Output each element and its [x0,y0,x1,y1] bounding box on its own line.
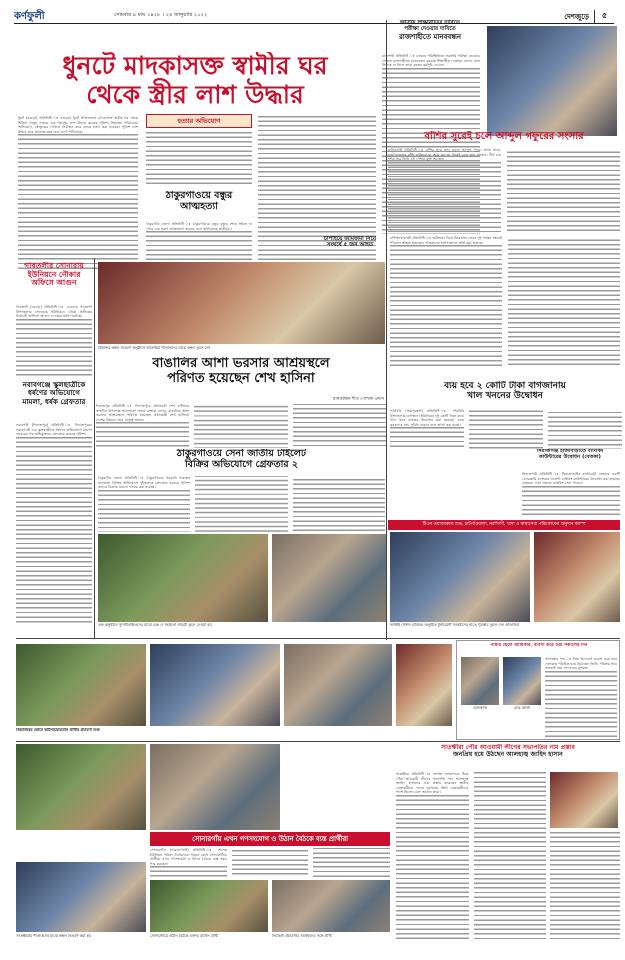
hasina-byline: মানববন্ধন শীত পোশাক প্রদান [332,397,384,402]
cold-wave-headline [146,191,252,219]
hasina-headline [96,357,386,395]
lead-headline-line2: থেকে স্ত্রীর লাশ উদ্ধার [86,79,304,109]
sonargaon-body: সোনারগাঁও (নারায়ণগঞ্জ) প্রতিনিধি ঃ আসন্ন ইউনিয়ন পরিষদ নির্বাচনকে সামনে রেখে সোনারগাঁয়ে প্রার্থীরা এখন গণসংযোগ ও উঠান বৈঠকে ব্যস্ত সময় পার করছেন। [150,848,390,878]
sonargaon-photo-left [16,744,146,830]
ballot-body-col3 [550,832,620,942]
bottom-caption-1: সাতক্ষীরায় শীতার্তদের মাঝে কম্বল বিতরণ করা হয় [16,934,91,938]
monitoring-headline [380,20,480,52]
profile-box-body: সফলতার গল্প ঃ নিজ উদ্যোগে ব্যবসা শুরু করে এলাকায় পরিচিত হয়ে উঠেছেন তিনি। পরিশ্রম আর সততাই তার সাফল্যের মূলমন্ত্র। [545,657,617,737]
masthead-page-number: ৫ [594,10,614,23]
profile-box [456,640,620,740]
tunnel-headline-line1: ঠাকুরগাঁওয়ে সেনা জাতীয় টাইলেট [176,449,307,459]
lead-body-col2 [146,132,252,187]
portrait-1-name: আলহাজ্ব [473,706,487,710]
bottom-photo-1 [16,862,146,932]
masthead-logo: কর্ণফুলী [14,11,45,22]
group-photo-2 [150,644,280,726]
lead-kicker [146,114,252,128]
sonargaon-photo-right [150,744,280,830]
lead-kicker-text: হত্যার অভিযোগ [177,117,221,125]
chapai-body: চাঁপাইনবাবগঞ্জ প্রতিনিধি ঃ জমিজমা নিয়ে বিরোধের জেরে দুই পক্ষের সংঘর্ষে পাঁচজন আহত হয়েছেন। আহতদের হাসপাতালে ভর্তি করা হয়েছে। [390,236,620,366]
canal-headline [390,381,620,407]
row-rule-2 [16,741,620,742]
lead-headline-line1: ধুনটে মাদকাসক্ত স্বামীর ঘর [62,52,328,80]
flute-headline: বাঁশির সুরেই চলে আব্দুল গফুরের সংসার [424,131,584,142]
event-photo-left [98,534,268,622]
dowry-body: নবাবগঞ্জ (দিনাজপুর) প্রতিনিধি ঃ দিনাজপুরের নবাবগঞ্জে এক স্কুলছাত্রীকে ধর্ষণের অভিযোগে মামলা দায়েরের পর অভিযুক্তকে গ্রেফতার করেছে পুলিশ। [16,423,92,623]
canal-headline-line2: খাল খননের উদ্বোধন [467,391,543,402]
lead-body: ধুনট (বগুড়া) প্রতিনিধি ঃ বগুড়ার ধুনট উপজেলায় মাদকাসক্ত স্বামীর ঘর থেকে শিরিনা খাতুন নামের এক গৃহবধূর লাশ উদ্ধার করেছে পুলিশ। নিহতের পরিবারের অভিযোগ, যৌতুকের দাবিতে নির্যাতন করে তাকে হত্যা করা হয়েছে। পুলিশ লাশ উদ্ধার করে ময়নাতদন্তের জন্য মর্গে পাঠিয়েছে। [18,116,138,272]
event-photo-far-right [534,532,620,622]
monitoring-body: রাজশাহী প্রতিনিধি ঃ চলমান পরিস্থিতিতে সরাসরি পরীক্ষা নেওয়ার দাবিতে রাজশাহীতে মানববন্ধন করেছে শিক্ষার্থীরা। বক্তারা বলেন, দ্রুত সিদ্ধান্ত না নিলে তারা বৃহত্তর কর্মসূচি দেবেন। [382,54,480,234]
sonargaon-headline-box [150,832,390,846]
row-rule-1 [16,638,620,639]
hasina-body: দিনাজপুর প্রতিনিধি ঃ দিনাজপুরে প্রধানমন্ত্রী শেখ হাসিনার জন্মদিন উপলক্ষে আলোচনা সভায় বক্তারা বলেন, বাঙালির আশা ভরসার আশ্রয়স্থলে পরিণত হয়েছেন প্রধানমন্ত্রী শেখ হাসিনা। দেশের উন্নয়নে তার নেতৃত্ব অনন্য। [96,404,386,448]
bank-headline [520,449,620,471]
monitoring-headline-line1: জাতীয় শিক্ষানীতির দাবিতে [399,20,461,26]
tunnel-body: ঠাকুরগাঁও জেলা প্রতিনিধি ঃ ঠাকুরগাঁওয়ে সরকারি প্রকল্পের মালামাল বিক্রির অভিযোগে দুইজনকে গ্রেফতার করেছে পুলিশ। তাদের বিরুদ্ধে মামলা দায়ের করা হয়েছে। [98,476,385,532]
cold-wave-headline-line2: আত্মহত্যা [180,200,218,212]
hasina-headline-line1: বাঙালির আশা ভরসার আশ্রয়স্থলে [152,357,330,371]
canal-body: পাঁচবিবি (জয়পুরহাট) প্রতিনিধি ঃ পাঁচবিবি উপজেলার বাগজানা ইউনিয়নে দুই কোটি টাকা ব্যয়ে খাল খনন কাজের উদ্বোধন করা হয়েছে। এতে কৃষকদের সেচ সুবিধা বাড়বে বলে আশা করা হচ্ছে। [390,409,622,449]
blanket-event-caption: ঠিকানার কম্বল বিতরণ অনুষ্ঠানে অতিথিরা শীতার্তদের মাঝে কম্বল তুলে দেন [98,346,211,350]
flute-body: মানিকগঞ্জ প্রতিনিধি ঃ বাঁশির সুরে জাদু ছড়ান আব্দুল গফুর। গ্রামে গ্রামে, হাটে-বাজারে বাঁশি বাজিয়ে যা আয় হয় তা দিয়েই চলে তার সংসার। দীর্ঘ চার দশক ধরে তিনি এই পেশায় যুক্ত আছেন। [388,148,620,232]
monitoring-headline-line2: পরীক্ষা দেওয়ার দাবিতে [404,26,456,33]
cold-wave-headline-line1: ঠাকুরগাঁওয়ে বন্ধুর [165,191,233,201]
portrait-1-photo [461,657,499,705]
portrait-2-photo [503,657,541,705]
canal-headline-line1: ব্যয় হবে ২ কোটি টাকা বাগজানায় [444,381,566,391]
ballot-headline [396,744,620,770]
event-photo-mid [272,534,386,622]
event-photo-right-caption: কাপ্তাই স্টেশন গ্রাউন্ডে অনুষ্ঠিত টুর্নামেন্টে বিজয়ীদের হাতে পুরস্কার তুলে দেন অতিথিরা [390,623,520,627]
dowry-headline-line3: মামলা, ধর্ষক গ্রেফতার [22,396,86,406]
cold-wave-body: ঠাকুরগাঁও জেলা প্রতিনিধি ঃ ঠাকুরগাঁওয়ে বন্ধুর মৃত্যুর শোক সইতে না পেরে এক তরুণ আত্মহত্যা করেছে বলে জানিয়েছে স্থানীয়রা। [146,222,252,272]
hasina-headline-line2: পরিণত হয়েছেন শেখ হাসিনা [167,370,315,386]
event-photo-mid-caption: এক অনুষ্ঠানে সুবিধাবঞ্চিতদের মাঝে চেক ও সহায়তা সামগ্রী তুলে দেওয়া হয় [98,623,212,627]
ballot-headline-line1: সাতক্ষীরা পৌর আওয়ামী লীগের সভাপতির নাম প্রস্তাব [441,744,575,751]
bank-headline-line2: কাউন্টারের উদ্বোধন (বেতকা) [539,453,601,460]
tunnel-headline [98,449,385,475]
masthead-section: দেশজুড়ে [564,13,589,21]
lead-headline [16,52,374,110]
fire-headline-line2: ইউনিয়নে নৌকার [27,269,81,279]
chapai-headline-line2: সংঘর্ষে ৫ জন আহত [326,242,374,249]
blanket-event-photo [98,262,385,344]
masthead [14,8,614,24]
banner-strip-text: টিএন তয়াজাকাত শুভ, চাটগাঁওয়ালা, নরসিংদী, খাদ্য ও স্বাস্থ্যসেবা পরিচালকের অনুদান ক্যাম্প [422,522,586,527]
column-rule-2 [386,20,387,640]
bottom-photo-2 [150,880,268,932]
dowry-headline-line2: ধর্ষণের অভিযোগে [27,388,81,398]
group-photo-3 [284,644,392,726]
bottom-photo-3 [272,880,390,932]
flute-photo [487,26,617,136]
chapai-headline [310,236,390,262]
tunnel-headline-line2: বিক্রির অভিযোগে গ্রেফতার ২ [184,458,299,470]
chapai-headline-line1: চাঁপাইয়ে জমিজমা নিয়ে [323,236,377,242]
bottom-caption-2: সোনারগাঁয়ে উঠান বৈঠকে বক্তব্য রাখেন প্রার্থী [150,934,219,938]
ballot-portrait [550,772,618,828]
ballot-body: সাতক্ষীরা প্রতিনিধি ঃ আসন্ন সম্মেলনকে ঘিরে পৌর আওয়ামী লীগের সভাপতি পদে আলহাজ্ব জাহিদ হাসানের নাম প্রস্তাব করেছেন স্থানীয় নেতাকর্মীরা। দলের দুঃসময়ে তিনি নেতাকর্মীদের পাশে ছিলেন বলে জানান তারা। [396,772,546,942]
group-photo-1 [16,644,146,726]
fire-headline-line3: অফিসে আগুন [31,278,77,288]
masthead-dateline: সোমবার ৯ মাঘ ১৪২৮ । ২৪ জানুয়ারি ২০২২ [114,12,208,18]
profile-box-headline: নাম্বার ছেলে আধিকার, ব্যবসা করে ওঠা সকালের দিন [490,643,588,648]
dowry-headline [16,381,92,421]
column-rule-1 [94,258,95,638]
portrait-2-name: মোঃ আলী [513,706,531,710]
bank-headline-line1: সিরাজগঞ্জ হাজীবাড়ীতে ব্যাংকিং [536,449,604,454]
fire-headline-line1: গাবতলীর সোনারায় [24,262,84,270]
monitoring-headline-line3: রাজশাহীতে মানববন্ধন [398,31,462,41]
event-photo-right [390,532,530,622]
bank-body: সিরাজগঞ্জ প্রতিনিধি ঃ সিরাজগঞ্জের হাজীবাড়ী বাজারে একটি বেসরকারি ব্যাংকের এজেন্ট ব্যাংকিং কাউন্টারের উদ্বোধন করা হয়েছে। গ্রাহকরা এখন সহজে ব্যাংকিং সেবা পাবেন। [522,472,620,518]
fire-headline [16,262,92,302]
banner-strip [388,520,620,530]
ballot-headline-line2: জনপ্রিয় হয়ে উঠছেন আলহাজ্ব জাহিদ হাসান [453,751,563,759]
dowry-headline-line1: নবাবগঞ্জে স্কুলছাত্রীকে [22,381,86,389]
sonargaon-headline: সোনারগাঁয় এখন গণসংযোগ ও উঠান বৈঠকে ব্যস্ত প্রার্থীরা [191,835,349,843]
group-photo-4 [396,644,452,726]
fire-body: গাবতলী (বগুড়া) প্রতিনিধি ঃ বগুড়ার গাবতলী উপজেলার সোনারায় ইউনিয়নে নৌকা প্রতীকের নির্বাচনী অফিসে আগুন দেওয়ার ঘটনা ঘটেছে। [16,305,92,377]
bottom-caption-3: নির্বাচনী প্রচারণায় সমর্থকদের সঙ্গে প্রার্থী [272,934,332,938]
group-photos-caption: জিয়াউরের ভোটে ভাইসচেয়ারম্যান প্রার্থীর প্রচারণা শুরু [16,728,100,732]
